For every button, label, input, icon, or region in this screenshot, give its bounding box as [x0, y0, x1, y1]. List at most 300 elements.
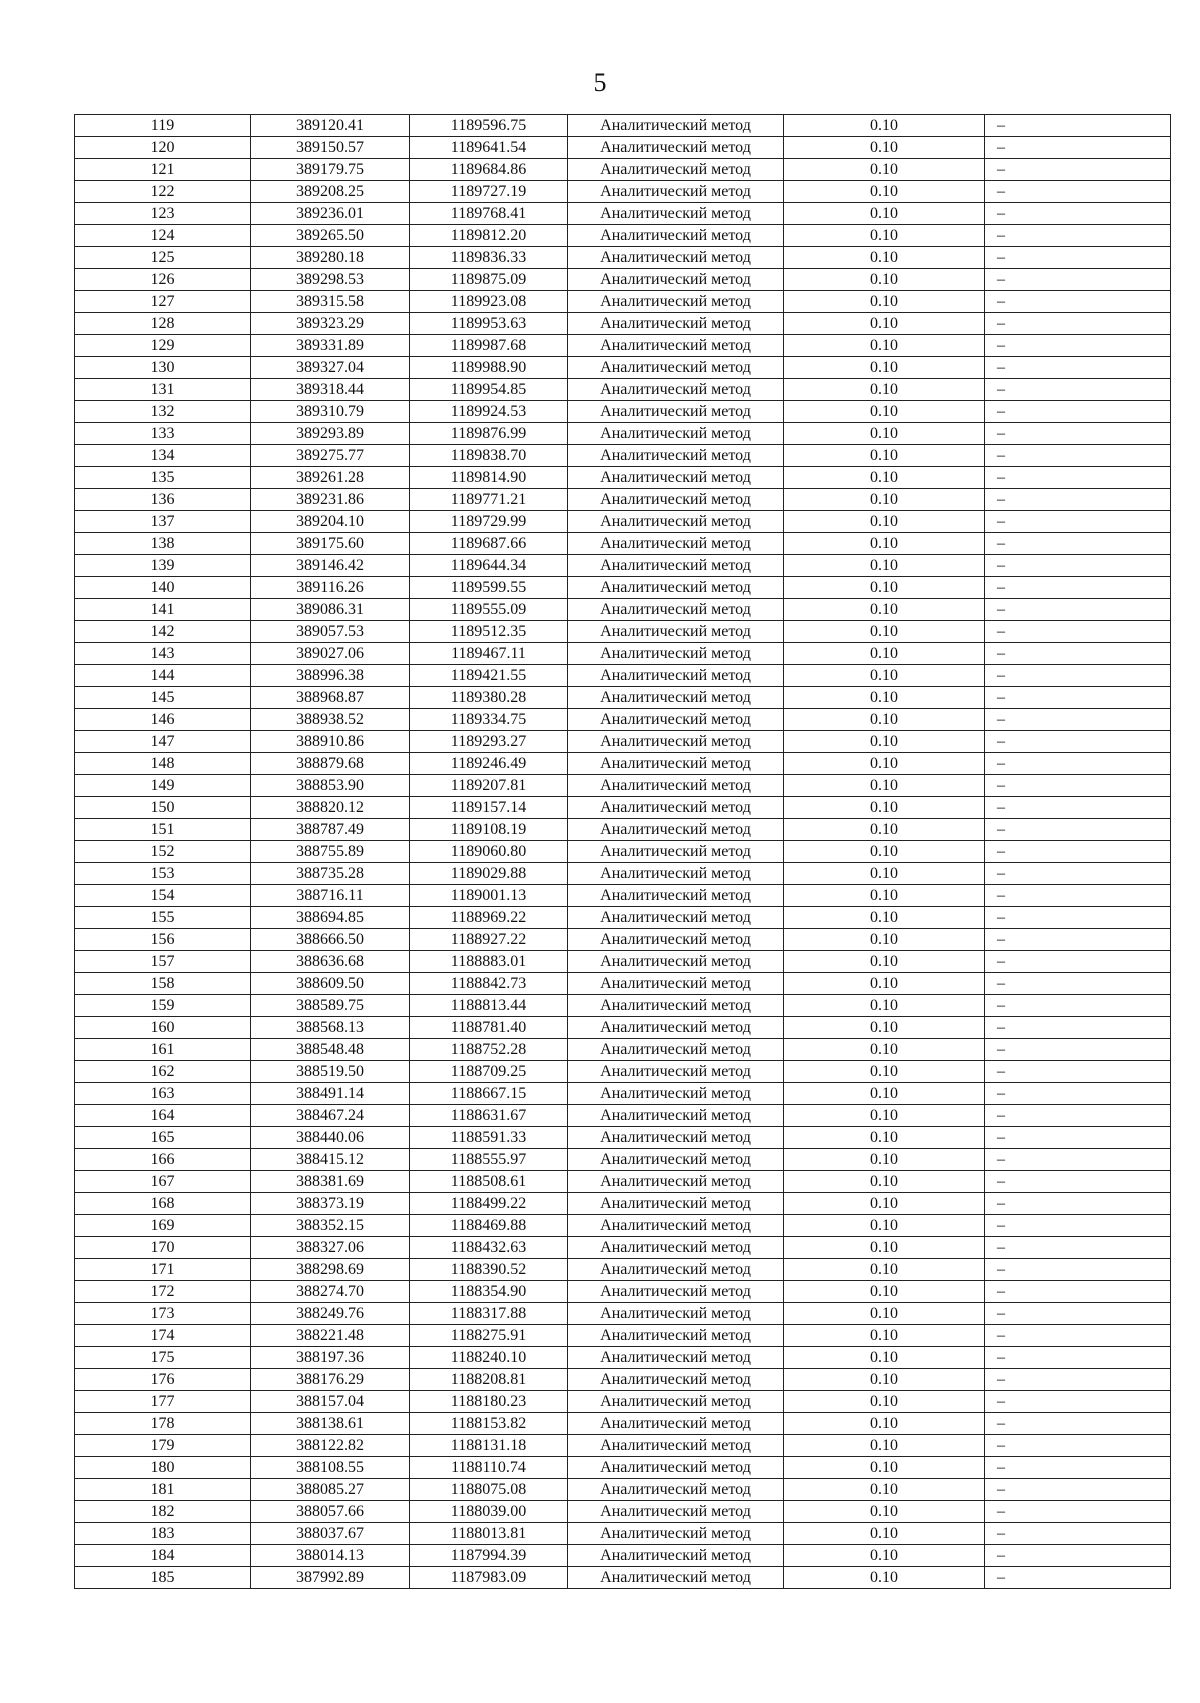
method-cell: Аналитический метод — [568, 1523, 784, 1545]
y-coordinate-cell: 1188131.18 — [410, 1435, 568, 1457]
method-cell: Аналитический метод — [568, 203, 784, 225]
accuracy-cell: 0.10 — [784, 1017, 985, 1039]
y-coordinate-cell: 1188469.88 — [410, 1215, 568, 1237]
y-coordinate-cell: 1189771.21 — [410, 489, 568, 511]
x-coordinate-cell: 389027.06 — [251, 643, 410, 665]
x-coordinate-cell: 388197.36 — [251, 1347, 410, 1369]
point-number-cell: 126 — [75, 269, 251, 291]
method-cell: Аналитический метод — [568, 533, 784, 555]
point-number-cell: 121 — [75, 159, 251, 181]
point-number-cell: 135 — [75, 467, 251, 489]
y-coordinate-cell: 1188508.61 — [410, 1171, 568, 1193]
table-row — [75, 1039, 1171, 1061]
point-number-cell: 130 — [75, 357, 251, 379]
point-number-cell: 162 — [75, 1061, 251, 1083]
description-cell: – — [985, 269, 1171, 291]
y-coordinate-cell: 1189953.63 — [410, 313, 568, 335]
table-row — [75, 1171, 1171, 1193]
accuracy-cell: 0.10 — [784, 467, 985, 489]
table-row — [75, 1369, 1171, 1391]
description-cell: – — [985, 225, 1171, 247]
y-coordinate-cell: 1189684.86 — [410, 159, 568, 181]
method-cell: Аналитический метод — [568, 929, 784, 951]
method-cell: Аналитический метод — [568, 1325, 784, 1347]
x-coordinate-cell: 389116.26 — [251, 577, 410, 599]
accuracy-cell: 0.10 — [784, 907, 985, 929]
coordinates-table-container — [74, 114, 1152, 1589]
accuracy-cell: 0.10 — [784, 313, 985, 335]
accuracy-cell: 0.10 — [784, 423, 985, 445]
method-cell: Аналитический метод — [568, 973, 784, 995]
x-coordinate-cell: 388440.06 — [251, 1127, 410, 1149]
x-coordinate-cell: 388548.48 — [251, 1039, 410, 1061]
table-row — [75, 1193, 1171, 1215]
description-cell: – — [985, 1039, 1171, 1061]
x-coordinate-cell: 388014.13 — [251, 1545, 410, 1567]
accuracy-cell: 0.10 — [784, 577, 985, 599]
y-coordinate-cell: 1188275.91 — [410, 1325, 568, 1347]
method-cell: Аналитический метод — [568, 1413, 784, 1435]
point-number-cell: 177 — [75, 1391, 251, 1413]
coordinates-table — [74, 114, 1171, 1589]
description-cell: – — [985, 731, 1171, 753]
description-cell: – — [985, 863, 1171, 885]
y-coordinate-cell: 1189596.75 — [410, 115, 568, 137]
accuracy-cell: 0.10 — [784, 1215, 985, 1237]
x-coordinate-cell: 388910.86 — [251, 731, 410, 753]
point-number-cell: 136 — [75, 489, 251, 511]
x-coordinate-cell: 388157.04 — [251, 1391, 410, 1413]
description-cell: – — [985, 1413, 1171, 1435]
accuracy-cell: 0.10 — [784, 1039, 985, 1061]
y-coordinate-cell: 1188013.81 — [410, 1523, 568, 1545]
point-number-cell: 127 — [75, 291, 251, 313]
table-row — [75, 137, 1171, 159]
y-coordinate-cell: 1189987.68 — [410, 335, 568, 357]
x-coordinate-cell: 388221.48 — [251, 1325, 410, 1347]
point-number-cell: 176 — [75, 1369, 251, 1391]
point-number-cell: 143 — [75, 643, 251, 665]
x-coordinate-cell: 388820.12 — [251, 797, 410, 819]
table-row — [75, 1061, 1171, 1083]
point-number-cell: 154 — [75, 885, 251, 907]
point-number-cell: 144 — [75, 665, 251, 687]
table-row — [75, 1105, 1171, 1127]
point-number-cell: 123 — [75, 203, 251, 225]
description-cell: – — [985, 907, 1171, 929]
y-coordinate-cell: 1189108.19 — [410, 819, 568, 841]
accuracy-cell: 0.10 — [784, 885, 985, 907]
table-row — [75, 115, 1171, 137]
method-cell: Аналитический метод — [568, 1149, 784, 1171]
method-cell: Аналитический метод — [568, 1105, 784, 1127]
y-coordinate-cell: 1189729.99 — [410, 511, 568, 533]
table-row — [75, 1237, 1171, 1259]
x-coordinate-cell: 389315.58 — [251, 291, 410, 313]
table-row — [75, 401, 1171, 423]
table-row — [75, 1017, 1171, 1039]
table-row — [75, 665, 1171, 687]
table-row — [75, 995, 1171, 1017]
method-cell: Аналитический метод — [568, 1127, 784, 1149]
description-cell: – — [985, 445, 1171, 467]
description-cell: – — [985, 1193, 1171, 1215]
description-cell: – — [985, 1391, 1171, 1413]
y-coordinate-cell: 1188180.23 — [410, 1391, 568, 1413]
x-coordinate-cell: 389293.89 — [251, 423, 410, 445]
y-coordinate-cell: 1189838.70 — [410, 445, 568, 467]
description-cell: – — [985, 1523, 1171, 1545]
method-cell: Аналитический метод — [568, 423, 784, 445]
method-cell: Аналитический метод — [568, 137, 784, 159]
x-coordinate-cell: 389120.41 — [251, 115, 410, 137]
point-number-cell: 165 — [75, 1127, 251, 1149]
point-number-cell: 138 — [75, 533, 251, 555]
description-cell: – — [985, 687, 1171, 709]
description-cell: – — [985, 247, 1171, 269]
x-coordinate-cell: 388176.29 — [251, 1369, 410, 1391]
description-cell: – — [985, 621, 1171, 643]
point-number-cell: 155 — [75, 907, 251, 929]
y-coordinate-cell: 1189876.99 — [410, 423, 568, 445]
accuracy-cell: 0.10 — [784, 665, 985, 687]
x-coordinate-cell: 389275.77 — [251, 445, 410, 467]
y-coordinate-cell: 1189875.09 — [410, 269, 568, 291]
point-number-cell: 149 — [75, 775, 251, 797]
method-cell: Аналитический метод — [568, 1215, 784, 1237]
y-coordinate-cell: 1188075.08 — [410, 1479, 568, 1501]
description-cell: – — [985, 1545, 1171, 1567]
x-coordinate-cell: 388968.87 — [251, 687, 410, 709]
point-number-cell: 140 — [75, 577, 251, 599]
point-number-cell: 172 — [75, 1281, 251, 1303]
table-row — [75, 423, 1171, 445]
y-coordinate-cell: 1188842.73 — [410, 973, 568, 995]
point-number-cell: 184 — [75, 1545, 251, 1567]
table-row — [75, 709, 1171, 731]
point-number-cell: 129 — [75, 335, 251, 357]
method-cell: Аналитический метод — [568, 335, 784, 357]
method-cell: Аналитический метод — [568, 1083, 784, 1105]
x-coordinate-cell: 388853.90 — [251, 775, 410, 797]
method-cell: Аналитический метод — [568, 1259, 784, 1281]
method-cell: Аналитический метод — [568, 115, 784, 137]
accuracy-cell: 0.10 — [784, 1303, 985, 1325]
method-cell: Аналитический метод — [568, 357, 784, 379]
accuracy-cell: 0.10 — [784, 1149, 985, 1171]
point-number-cell: 179 — [75, 1435, 251, 1457]
x-coordinate-cell: 388879.68 — [251, 753, 410, 775]
method-cell: Аналитический метод — [568, 819, 784, 841]
point-number-cell: 145 — [75, 687, 251, 709]
x-coordinate-cell: 389236.01 — [251, 203, 410, 225]
accuracy-cell: 0.10 — [784, 401, 985, 423]
table-row — [75, 1501, 1171, 1523]
point-number-cell: 185 — [75, 1567, 251, 1589]
table-row — [75, 357, 1171, 379]
point-number-cell: 180 — [75, 1457, 251, 1479]
x-coordinate-cell: 388373.19 — [251, 1193, 410, 1215]
description-cell: – — [985, 599, 1171, 621]
x-coordinate-cell: 388249.76 — [251, 1303, 410, 1325]
method-cell: Аналитический метод — [568, 643, 784, 665]
y-coordinate-cell: 1189060.80 — [410, 841, 568, 863]
y-coordinate-cell: 1188709.25 — [410, 1061, 568, 1083]
point-number-cell: 131 — [75, 379, 251, 401]
y-coordinate-cell: 1189924.53 — [410, 401, 568, 423]
method-cell: Аналитический метод — [568, 1281, 784, 1303]
accuracy-cell: 0.10 — [784, 159, 985, 181]
accuracy-cell: 0.10 — [784, 1061, 985, 1083]
accuracy-cell: 0.10 — [784, 1413, 985, 1435]
point-number-cell: 158 — [75, 973, 251, 995]
point-number-cell: 134 — [75, 445, 251, 467]
table-row — [75, 291, 1171, 313]
table-row — [75, 555, 1171, 577]
y-coordinate-cell: 1188390.52 — [410, 1259, 568, 1281]
accuracy-cell: 0.10 — [784, 1347, 985, 1369]
description-cell: – — [985, 533, 1171, 555]
method-cell: Аналитический метод — [568, 1347, 784, 1369]
method-cell: Аналитический метод — [568, 445, 784, 467]
table-row — [75, 511, 1171, 533]
point-number-cell: 150 — [75, 797, 251, 819]
accuracy-cell: 0.10 — [784, 995, 985, 1017]
table-row — [75, 1457, 1171, 1479]
description-cell: – — [985, 203, 1171, 225]
point-number-cell: 132 — [75, 401, 251, 423]
method-cell: Аналитический метод — [568, 797, 784, 819]
table-row — [75, 269, 1171, 291]
method-cell: Аналитический метод — [568, 555, 784, 577]
accuracy-cell: 0.10 — [784, 511, 985, 533]
description-cell: – — [985, 379, 1171, 401]
method-cell: Аналитический метод — [568, 225, 784, 247]
y-coordinate-cell: 1188927.22 — [410, 929, 568, 951]
y-coordinate-cell: 1189207.81 — [410, 775, 568, 797]
description-cell: – — [985, 357, 1171, 379]
method-cell: Аналитический метод — [568, 313, 784, 335]
table-row — [75, 1325, 1171, 1347]
y-coordinate-cell: 1189988.90 — [410, 357, 568, 379]
y-coordinate-cell: 1188153.82 — [410, 1413, 568, 1435]
point-number-cell: 183 — [75, 1523, 251, 1545]
table-row — [75, 247, 1171, 269]
accuracy-cell: 0.10 — [784, 1523, 985, 1545]
point-number-cell: 167 — [75, 1171, 251, 1193]
x-coordinate-cell: 389261.28 — [251, 467, 410, 489]
table-row — [75, 203, 1171, 225]
x-coordinate-cell: 388381.69 — [251, 1171, 410, 1193]
table-row — [75, 819, 1171, 841]
table-row — [75, 643, 1171, 665]
method-cell: Аналитический метод — [568, 995, 784, 1017]
x-coordinate-cell: 389179.75 — [251, 159, 410, 181]
method-cell: Аналитический метод — [568, 731, 784, 753]
description-cell: – — [985, 973, 1171, 995]
point-number-cell: 169 — [75, 1215, 251, 1237]
table-row — [75, 225, 1171, 247]
x-coordinate-cell: 389280.18 — [251, 247, 410, 269]
method-cell: Аналитический метод — [568, 159, 784, 181]
method-cell: Аналитический метод — [568, 379, 784, 401]
description-cell: – — [985, 1369, 1171, 1391]
description-cell: – — [985, 1237, 1171, 1259]
method-cell: Аналитический метод — [568, 1501, 784, 1523]
x-coordinate-cell: 388568.13 — [251, 1017, 410, 1039]
method-cell: Аналитический метод — [568, 1369, 784, 1391]
y-coordinate-cell: 1189641.54 — [410, 137, 568, 159]
y-coordinate-cell: 1188110.74 — [410, 1457, 568, 1479]
accuracy-cell: 0.10 — [784, 731, 985, 753]
point-number-cell: 151 — [75, 819, 251, 841]
x-coordinate-cell: 388138.61 — [251, 1413, 410, 1435]
table-row — [75, 973, 1171, 995]
description-cell: – — [985, 1171, 1171, 1193]
method-cell: Аналитический метод — [568, 1435, 784, 1457]
table-row — [75, 1413, 1171, 1435]
table-row — [75, 1281, 1171, 1303]
description-cell: – — [985, 137, 1171, 159]
method-cell: Аналитический метод — [568, 181, 784, 203]
y-coordinate-cell: 1187983.09 — [410, 1567, 568, 1589]
accuracy-cell: 0.10 — [784, 621, 985, 643]
accuracy-cell: 0.10 — [784, 1479, 985, 1501]
table-row — [75, 379, 1171, 401]
point-number-cell: 174 — [75, 1325, 251, 1347]
y-coordinate-cell: 1189246.49 — [410, 753, 568, 775]
method-cell: Аналитический метод — [568, 269, 784, 291]
table-row — [75, 181, 1171, 203]
x-coordinate-cell: 388938.52 — [251, 709, 410, 731]
description-cell: – — [985, 797, 1171, 819]
point-number-cell: 142 — [75, 621, 251, 643]
method-cell: Аналитический метод — [568, 1237, 784, 1259]
x-coordinate-cell: 388108.55 — [251, 1457, 410, 1479]
method-cell: Аналитический метод — [568, 1391, 784, 1413]
x-coordinate-cell: 388589.75 — [251, 995, 410, 1017]
table-row — [75, 1545, 1171, 1567]
x-coordinate-cell: 389331.89 — [251, 335, 410, 357]
accuracy-cell: 0.10 — [784, 445, 985, 467]
point-number-cell: 120 — [75, 137, 251, 159]
accuracy-cell: 0.10 — [784, 247, 985, 269]
description-cell: – — [985, 1479, 1171, 1501]
accuracy-cell: 0.10 — [784, 225, 985, 247]
method-cell: Аналитический метод — [568, 1061, 784, 1083]
x-coordinate-cell: 389265.50 — [251, 225, 410, 247]
description-cell: – — [985, 401, 1171, 423]
point-number-cell: 133 — [75, 423, 251, 445]
description-cell: – — [985, 1435, 1171, 1457]
x-coordinate-cell: 389146.42 — [251, 555, 410, 577]
description-cell: – — [985, 841, 1171, 863]
description-cell: – — [985, 951, 1171, 973]
y-coordinate-cell: 1189954.85 — [410, 379, 568, 401]
description-cell: – — [985, 885, 1171, 907]
table-row — [75, 1215, 1171, 1237]
y-coordinate-cell: 1189923.08 — [410, 291, 568, 313]
accuracy-cell: 0.10 — [784, 335, 985, 357]
table-row — [75, 445, 1171, 467]
y-coordinate-cell: 1189599.55 — [410, 577, 568, 599]
x-coordinate-cell: 388491.14 — [251, 1083, 410, 1105]
point-number-cell: 170 — [75, 1237, 251, 1259]
description-cell: – — [985, 1061, 1171, 1083]
x-coordinate-cell: 389057.53 — [251, 621, 410, 643]
method-cell: Аналитический метод — [568, 1457, 784, 1479]
x-coordinate-cell: 389298.53 — [251, 269, 410, 291]
description-cell: – — [985, 1567, 1171, 1589]
accuracy-cell: 0.10 — [784, 533, 985, 555]
point-number-cell: 166 — [75, 1149, 251, 1171]
description-cell: – — [985, 1457, 1171, 1479]
x-coordinate-cell: 388735.28 — [251, 863, 410, 885]
method-cell: Аналитический метод — [568, 1545, 784, 1567]
y-coordinate-cell: 1189001.13 — [410, 885, 568, 907]
x-coordinate-cell: 388352.15 — [251, 1215, 410, 1237]
accuracy-cell: 0.10 — [784, 973, 985, 995]
table-row — [75, 687, 1171, 709]
method-cell: Аналитический метод — [568, 775, 784, 797]
table-row — [75, 1391, 1171, 1413]
description-cell: – — [985, 1501, 1171, 1523]
description-cell: – — [985, 489, 1171, 511]
table-row — [75, 1149, 1171, 1171]
method-cell: Аналитический метод — [568, 1479, 784, 1501]
description-cell: – — [985, 159, 1171, 181]
accuracy-cell: 0.10 — [784, 1391, 985, 1413]
table-row — [75, 335, 1171, 357]
point-number-cell: 139 — [75, 555, 251, 577]
point-number-cell: 181 — [75, 1479, 251, 1501]
description-cell: – — [985, 335, 1171, 357]
table-row — [75, 951, 1171, 973]
description-cell: – — [985, 995, 1171, 1017]
accuracy-cell: 0.10 — [784, 555, 985, 577]
table-row — [75, 467, 1171, 489]
accuracy-cell: 0.10 — [784, 137, 985, 159]
x-coordinate-cell: 388636.68 — [251, 951, 410, 973]
method-cell: Аналитический метод — [568, 907, 784, 929]
method-cell: Аналитический метод — [568, 1193, 784, 1215]
description-cell: – — [985, 1325, 1171, 1347]
table-row — [75, 753, 1171, 775]
x-coordinate-cell: 388609.50 — [251, 973, 410, 995]
method-cell: Аналитический метод — [568, 599, 784, 621]
page-number: 5 — [593, 68, 607, 97]
y-coordinate-cell: 1188591.33 — [410, 1127, 568, 1149]
x-coordinate-cell: 388274.70 — [251, 1281, 410, 1303]
x-coordinate-cell: 388467.24 — [251, 1105, 410, 1127]
x-coordinate-cell: 389175.60 — [251, 533, 410, 555]
point-number-cell: 156 — [75, 929, 251, 951]
point-number-cell: 163 — [75, 1083, 251, 1105]
point-number-cell: 153 — [75, 863, 251, 885]
table-row — [75, 907, 1171, 929]
accuracy-cell: 0.10 — [784, 1281, 985, 1303]
point-number-cell: 122 — [75, 181, 251, 203]
table-row — [75, 797, 1171, 819]
point-number-cell: 159 — [75, 995, 251, 1017]
description-cell: – — [985, 313, 1171, 335]
y-coordinate-cell: 1189644.34 — [410, 555, 568, 577]
point-number-cell: 137 — [75, 511, 251, 533]
y-coordinate-cell: 1188752.28 — [410, 1039, 568, 1061]
description-cell: – — [985, 467, 1171, 489]
y-coordinate-cell: 1189727.19 — [410, 181, 568, 203]
y-coordinate-cell: 1188317.88 — [410, 1303, 568, 1325]
